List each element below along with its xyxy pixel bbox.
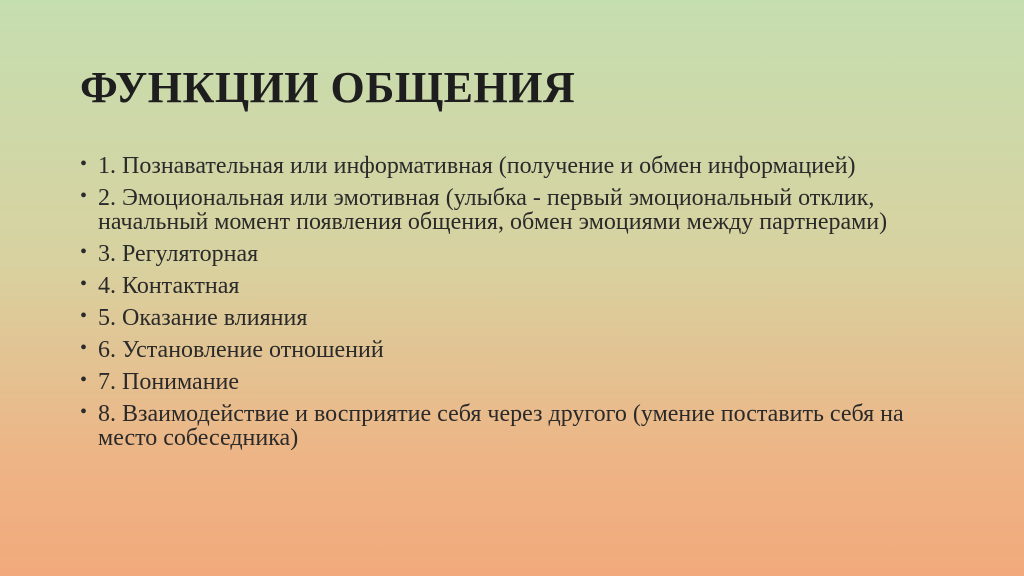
list-item-text: 7. Понимание: [98, 369, 240, 395]
bullet-icon: •: [80, 273, 88, 295]
bullet-icon: •: [80, 241, 88, 263]
bullet-icon: •: [80, 153, 88, 175]
bullet-icon: •: [80, 401, 88, 423]
list-item: [80, 402, 950, 450]
list-item: [80, 338, 950, 362]
list-item-text: 2. Эмоциональная или эмотивная (улыбка - первый эмоциональный отклик, начальный момент появления общения, обмен эмоциями между партнерами): [98, 185, 888, 235]
list-item-text: 1. Познавательная или информативная (получение и обмен информацией): [98, 153, 856, 179]
list-item: [80, 154, 950, 178]
list-item: [80, 274, 950, 298]
bullet-icon: •: [80, 185, 88, 207]
list-item-text: 6. Установление отношений: [98, 337, 384, 363]
bullet-icon: •: [80, 305, 88, 327]
list-item: [80, 306, 950, 330]
list-item-text: 8. Взаимодействие и восприятие себя через другого (умение поставить себя на место собеседника): [98, 401, 904, 451]
bullet-icon: •: [80, 369, 88, 391]
list-item: [80, 242, 950, 266]
bullet-icon: •: [80, 337, 88, 359]
list-item-text: 4. Контактная: [98, 273, 240, 299]
bullet-list: [80, 154, 950, 458]
list-item: [80, 370, 950, 394]
list-item-text: 3. Регуляторная: [98, 241, 259, 267]
list-item-text: 5. Оказание влияния: [98, 305, 308, 331]
slide-title: ФУНКЦИИ ОБЩЕНИЯ: [80, 63, 576, 112]
list-item: [80, 186, 950, 234]
